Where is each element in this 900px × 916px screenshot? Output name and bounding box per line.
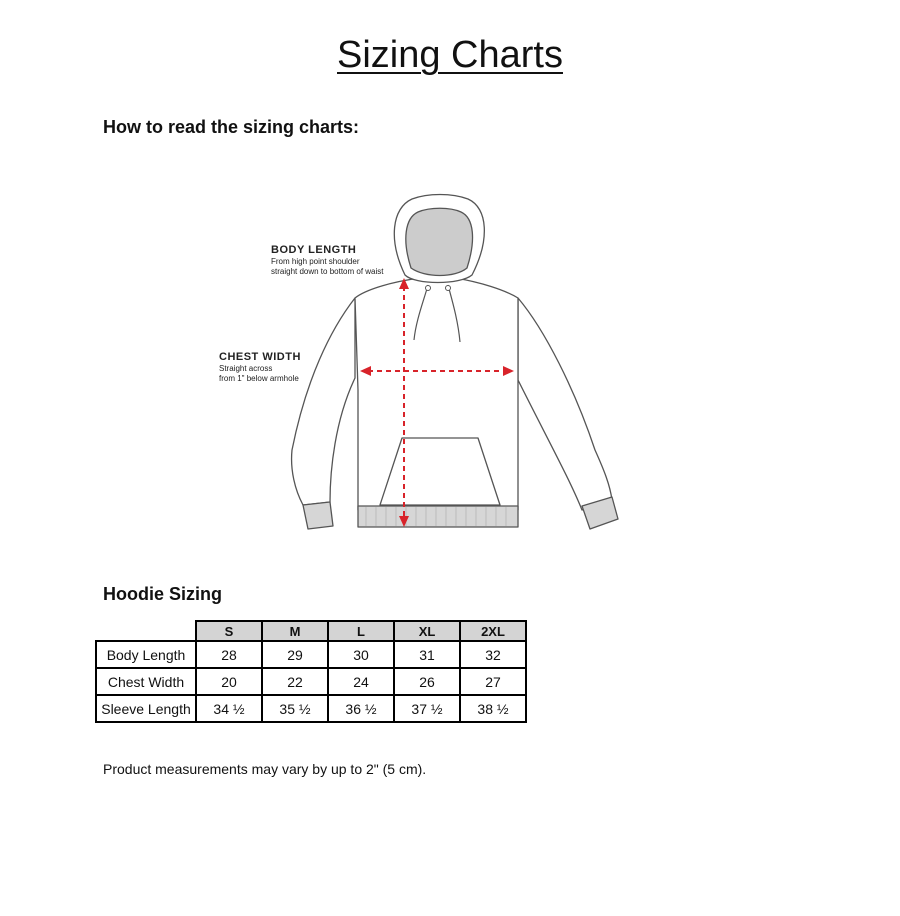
column-header: XL: [394, 621, 460, 641]
table-cell: 32: [460, 641, 526, 668]
table-header-row: [96, 621, 526, 641]
body-length-callout: [271, 243, 384, 277]
hood-inner: [406, 208, 473, 275]
chest-width-line1: Straight across: [219, 364, 273, 373]
table-corner: [96, 621, 196, 641]
table-cell: 35 ½: [262, 695, 328, 722]
right-sleeve: [518, 298, 612, 510]
chest-width-title: CHEST WIDTH: [219, 351, 301, 363]
body-length-line2: straight down to bottom of waist: [271, 267, 384, 276]
column-header: L: [328, 621, 394, 641]
table-cell: 24: [328, 668, 394, 695]
howto-heading: How to read the sizing charts:: [103, 117, 360, 137]
table-cell: 26: [394, 668, 460, 695]
column-header: S: [196, 621, 262, 641]
table-cell: 36 ½: [328, 695, 394, 722]
table-row: [96, 668, 526, 695]
table-cell: 20: [196, 668, 262, 695]
table-cell: 28: [196, 641, 262, 668]
row-label: Sleeve Length: [96, 695, 196, 722]
chest-width-line2: from 1" below armhole: [219, 374, 299, 383]
table-cell: 22: [262, 668, 328, 695]
table-cell: 29: [262, 641, 328, 668]
body-length-title: BODY LENGTH: [271, 244, 357, 256]
table-cell: 31: [394, 641, 460, 668]
table-row: [96, 695, 526, 722]
table-row: [96, 641, 526, 668]
waistband: [358, 506, 518, 527]
chest-width-callout: [219, 350, 301, 384]
column-header: M: [262, 621, 328, 641]
table-cell: 38 ½: [460, 695, 526, 722]
table-cell: 30: [328, 641, 394, 668]
row-label: Body Length: [96, 641, 196, 668]
hoodie-sizing-heading: Hoodie Sizing: [103, 584, 222, 604]
body-length-line1: From high point shoulder: [271, 257, 360, 266]
table-cell: 37 ½: [394, 695, 460, 722]
hoodie-sizing-table: [95, 620, 527, 723]
row-label: Chest Width: [96, 668, 196, 695]
page-title: Sizing Charts: [337, 34, 563, 76]
table-cell: 27: [460, 668, 526, 695]
column-header: 2XL: [460, 621, 526, 641]
table-cell: 34 ½: [196, 695, 262, 722]
measurement-note: Product measurements may vary by up to 2" (5 cm).: [103, 761, 427, 777]
left-sleeve: [292, 298, 355, 505]
left-cuff: [303, 502, 333, 529]
